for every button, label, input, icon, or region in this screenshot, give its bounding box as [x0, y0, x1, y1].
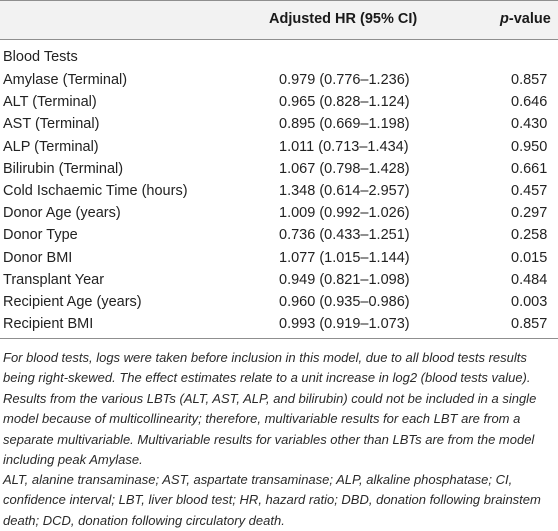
pvalue-cell: 0.484 [511, 271, 548, 288]
pvalue-cell: 0.857 [511, 316, 548, 333]
hr-cell: 0.993 (0.919–1.073) [279, 316, 410, 333]
pvalue-cell: 0.297 [511, 205, 548, 222]
table-row [0, 270, 558, 292]
table-row [0, 314, 558, 336]
pvalue-suffix: -value [508, 11, 551, 27]
hr-cell: 1.067 (0.798–1.428) [279, 160, 410, 177]
pvalue-cell: 0.646 [511, 94, 548, 111]
hr-cell: 0.965 (0.828–1.124) [279, 94, 410, 111]
table-row [0, 203, 558, 225]
hr-cell: 0.960 (0.935–0.986) [279, 293, 410, 310]
table-row [0, 292, 558, 314]
footnote-abbreviations: ALT, alanine transaminase; AST, aspartate transaminase; ALP, alkaline phosphatase; CI, confidence interval; LBT, liver blood test; HR, hazard ratio; DBD, donation following brainstem death; DCD, donation following circulatory death. [3, 472, 541, 528]
variable-cell: Bilirubin (Terminal) [3, 160, 124, 177]
table-body [0, 70, 558, 336]
variable-cell: ALT (Terminal) [3, 94, 97, 111]
table-row [0, 114, 558, 136]
table-bottom-rule [0, 338, 558, 339]
hr-cell: 1.011 (0.713–1.434) [279, 138, 409, 155]
variable-cell: Amylase (Terminal) [3, 72, 128, 88]
pvalue-cell: 0.857 [511, 72, 548, 88]
table-row [0, 248, 558, 270]
column-header-hr: Adjusted HR (95% CI) [269, 11, 418, 27]
variable-cell: Donor Type [3, 227, 78, 244]
hr-cell: 0.895 (0.669–1.198) [279, 116, 410, 133]
pvalue-cell: 0.950 [511, 138, 548, 155]
variable-cell: AST (Terminal) [3, 116, 100, 133]
variable-cell: Recipient Age (years) [3, 293, 142, 310]
pvalue-cell: 0.015 [511, 249, 548, 266]
pvalue-cell: 0.661 [511, 160, 548, 177]
variable-cell: ALP (Terminal) [3, 138, 99, 155]
column-header-pvalue [500, 11, 551, 27]
pvalue-italic-p: p [500, 11, 509, 27]
hr-cell: 1.348 (0.614–2.957) [279, 182, 410, 199]
variable-cell: Recipient BMI [3, 316, 94, 333]
table-row [0, 92, 558, 114]
table-row [0, 159, 558, 181]
hr-cell: 1.009 (0.992–1.026) [279, 205, 410, 222]
hr-cell: 0.949 (0.821–1.098) [279, 271, 410, 288]
pvalue-cell: 0.457 [511, 182, 548, 199]
hr-cell: 0.736 (0.433–1.251) [279, 227, 410, 244]
table-row [0, 137, 558, 159]
section-label: Blood Tests [3, 49, 78, 65]
pvalue-cell: 0.430 [511, 116, 548, 133]
pvalue-cell: 0.258 [511, 227, 548, 244]
pvalue-cell: 0.003 [511, 293, 548, 310]
hr-cell: 1.077 (1.015–1.144) [279, 249, 410, 266]
hr-cell: 0.979 (0.776–1.236) [279, 72, 410, 88]
variable-cell: Transplant Year [3, 271, 105, 288]
table-header [0, 0, 558, 40]
variable-cell: Cold Ischaemic Time (hours) [3, 182, 188, 199]
variable-cell: Donor BMI [3, 249, 73, 266]
footnote-methods: For blood tests, logs were taken before inclusion in this model, due to all blood tests results being right-skewed. The effect estimates relate to a unit increase in log2 (blood tests value). Results from the various LBTs (ALT, AST, ALP, and bilirubin) could not be included in a single model because of multicollinearity; therefore, multivariable results for each LBT are from a separate multivariable. Multivariable results for variables other than LBTs are from the model including peak Amylase. [3, 350, 537, 468]
table-row [0, 225, 558, 247]
variable-cell: Donor Age (years) [3, 205, 121, 222]
table-row [0, 181, 558, 203]
table-row [0, 70, 558, 92]
